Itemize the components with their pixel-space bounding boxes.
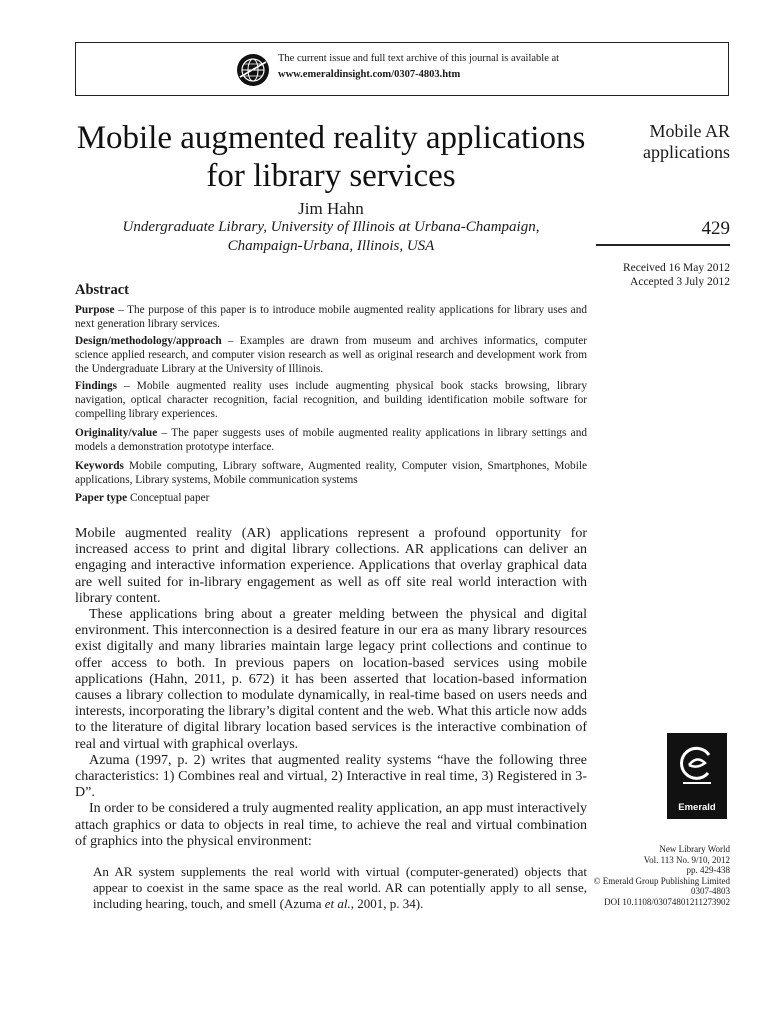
abstract-paper-type xyxy=(75,491,587,505)
emerald-swirl-icon xyxy=(679,743,715,787)
page-number: 429 xyxy=(701,218,730,239)
abstract-keywords xyxy=(75,459,587,487)
author-affiliation xyxy=(75,218,587,256)
running-title xyxy=(596,121,730,163)
journal-name: New Library World xyxy=(659,844,730,854)
keywords-text: Mobile computing, Library software, Augmented reality, Computer vision, Smartphones, Mobile applications, Library systems, Mobile communication systems xyxy=(75,460,587,486)
journal-volume: Vol. 113 No. 9/10, 2012 xyxy=(643,854,730,865)
design-label: Design/methodology/approach xyxy=(75,335,222,347)
emerald-logo-text: Emerald xyxy=(678,802,716,813)
journal-info xyxy=(580,844,730,908)
abstract-heading: Abstract xyxy=(75,282,129,298)
quote-et-al: et al. xyxy=(324,896,351,911)
originality-label: Originality/value xyxy=(75,427,158,439)
papertype-label: Paper type xyxy=(75,492,128,504)
running-title-line-1: Mobile AR xyxy=(649,121,730,141)
purpose-label: Purpose xyxy=(75,304,115,316)
journal-pages: pp. 429-438 xyxy=(686,865,730,876)
quote-text-a: An AR system supplements the real world with virtual (computer-generated) objects that appear to coexist in the same space as the real world. AR can potentially apply to all sense, including hearing, touch, and smell (Azuma xyxy=(93,864,587,911)
abstract-purpose xyxy=(75,303,587,331)
running-title-line-2: applications xyxy=(643,142,730,162)
received-date: Received 16 May 2012 xyxy=(623,262,730,274)
body-paragraph-1: Mobile augmented reality (AR) applications represent a profound opportunity for increased access to print and digital library collections. AR applications can deliver an engaging and interactive information experience. Applications that overlay graphical data are well suited for in-library engagement as well as off site real world interaction with library content. xyxy=(75,526,587,606)
globe-icon xyxy=(236,53,270,87)
body-text xyxy=(75,526,587,850)
body-paragraph-4: In order to be considered a truly augmented reality application, an app must interactively attach graphics or data to objects in real time, to achieve the real and virtual combination of graphics into the physical environment: xyxy=(75,801,587,849)
abstract-findings xyxy=(75,379,587,421)
design-text: – Examples are drawn from museum and archives informatics, computer science applied research, and computer vision research as well as original research and development work from the Undergraduate Library at the University of Illinois. xyxy=(75,335,587,375)
body-paragraph-3: Azuma (1997, p. 2) writes that augmented reality systems “have the following three characteristics: 1) Combines real and virtual, 2) Interactive in real time, 3) Registered in 3-D”. xyxy=(75,752,587,801)
affiliation-line-1: Undergraduate Library, University of Illinois at Urbana-Champaign, xyxy=(122,219,540,235)
keywords-label: Keywords xyxy=(75,460,124,472)
accepted-date: Accepted 3 July 2012 xyxy=(630,276,730,288)
papertype-text: Conceptual paper xyxy=(127,492,210,504)
quote-text-b: , 2001, p. 34). xyxy=(350,896,424,911)
block-quote xyxy=(93,864,587,912)
sidebar-divider xyxy=(596,244,730,246)
purpose-text: – The purpose of this paper is to introduce mobile augmented reality applications for library uses and next generation library services. xyxy=(75,304,587,330)
banner-availability-text: The current issue and full text archive of this journal is available at xyxy=(278,53,560,64)
journal-issn: 0307-4803 xyxy=(691,886,730,897)
journal-copyright: © Emerald Group Publishing Limited xyxy=(593,875,730,886)
findings-text: – Mobile augmented reality uses include augmenting physical book stacks browsing, library navigation, optical character recognition, facial recognition, and building identification mobile software for compelling library experiences. xyxy=(75,380,587,420)
journal-doi: DOI 10.1108/03074801211273902 xyxy=(604,896,730,907)
abstract-originality xyxy=(75,426,587,454)
banner-url-link[interactable]: www.emeraldinsight.com/0307-4803.htm xyxy=(278,69,461,80)
emerald-logo xyxy=(667,733,727,819)
abstract-design xyxy=(75,334,587,376)
originality-text: – The paper suggests uses of mobile augmented reality applications in library settings and models a demonstration prototype interface. xyxy=(75,427,587,453)
findings-label: Findings xyxy=(75,380,118,392)
author-name: Jim Hahn xyxy=(298,199,364,218)
article-title: Mobile augmented reality applications for library services xyxy=(76,120,586,194)
affiliation-line-2: Champaign-Urbana, Illinois, USA xyxy=(227,238,435,254)
submission-dates xyxy=(596,261,730,289)
body-paragraph-2: These applications bring about a greater melding between the physical and digital environment. This interconnection is a desired feature in our era as many library resources exist digitally and many libraries maintain large legacy print collections and continue to offer access to both. In previous papers on location-based services using mobile applications (Hahn, 2011, p. 672) it has been asserted that location-based information causes a library collection to modulate dynamically, in real-time based on users needs and interests, incorporating the library’s digital content and the web. What this article now adds to the literature of digital library location based services is the interactive combination of real and virtual with graphical overlays. xyxy=(75,607,587,752)
